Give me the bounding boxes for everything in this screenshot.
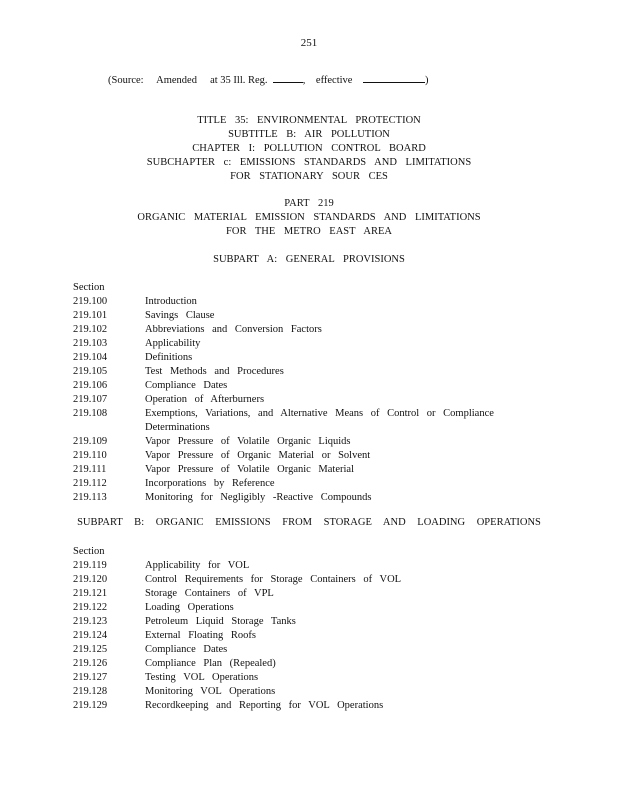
- subpart-a-heading: [0, 253, 618, 267]
- section-number: 219.101: [73, 310, 108, 321]
- page-number: 251: [300, 37, 318, 49]
- section-title: Vapor Pressure of Volatile Organic Liquids: [145, 436, 351, 447]
- section-entry: [73, 365, 543, 379]
- section-number: 219.122: [73, 602, 108, 613]
- source-comma: ,: [302, 75, 306, 86]
- part-name: ORGANIC MATERIAL EMISSION STANDARDS AND LIMITATIONS: [137, 212, 481, 223]
- section-label: [73, 281, 543, 295]
- section-number: 219.110: [73, 450, 107, 461]
- section-number: 219.125: [73, 644, 108, 655]
- subpart-b-section-list: [73, 545, 543, 713]
- section-title: External Floating Roofs: [145, 630, 256, 641]
- part-heading: [0, 197, 618, 239]
- section-label-text: Section: [73, 282, 105, 293]
- section-number: 219.123: [73, 616, 108, 627]
- section-title: Storage Containers of VPL: [145, 588, 274, 599]
- section-entry: [73, 573, 543, 587]
- title-heading: [0, 114, 618, 184]
- subchapter-line: SUBCHAPTER c: EMISSIONS STANDARDS AND LIMITATIONS: [146, 157, 472, 168]
- section-number: 219.119: [73, 560, 107, 571]
- section-entry: [73, 559, 543, 573]
- section-number: 219.129: [73, 700, 108, 711]
- section-entry: [73, 601, 543, 615]
- section-title: Incorporations by Reference: [145, 478, 275, 489]
- section-title: Compliance Dates: [145, 380, 228, 391]
- section-title: Exemptions, Variations, and Alternative Means of Control or Compliance: [145, 408, 494, 419]
- section-title: Vapor Pressure of Volatile Organic Material: [145, 464, 354, 475]
- section-entry: [73, 491, 543, 505]
- section-title: Introduction: [145, 296, 197, 307]
- section-title: Applicability for VOL: [145, 560, 250, 571]
- section-number: 219.108: [73, 408, 108, 419]
- section-entry: [73, 657, 543, 671]
- section-entry: [73, 379, 543, 393]
- part-number: PART 219: [284, 198, 334, 209]
- section-title: Definitions: [145, 352, 193, 363]
- section-entry: [73, 643, 543, 657]
- section-number: 219.100: [73, 296, 108, 307]
- section-title: Recordkeeping and Reporting for VOL Operations: [145, 700, 384, 711]
- section-title-continued: Determinations: [145, 422, 210, 433]
- section-number: 219.128: [73, 686, 108, 697]
- section-title: Vapor Pressure of Organic Material or Solvent: [145, 450, 371, 461]
- section-entry: [73, 337, 543, 351]
- section-entry: [73, 587, 543, 601]
- section-number: 219.109: [73, 436, 108, 447]
- section-entry: [73, 685, 543, 699]
- subpart-a-section-list: [73, 281, 543, 505]
- section-number: 219.112: [73, 478, 107, 489]
- title-line: TITLE 35: ENVIRONMENTAL PROTECTION: [197, 115, 421, 126]
- section-entry: [73, 615, 543, 629]
- source-amended: Amended: [156, 75, 197, 86]
- section-entry: [73, 477, 543, 491]
- section-entry: [73, 629, 543, 643]
- section-number: 219.103: [73, 338, 108, 349]
- section-number: 219.107: [73, 394, 108, 405]
- section-title: Petroleum Liquid Storage Tanks: [145, 616, 296, 627]
- effective-date-blank: [363, 72, 425, 83]
- register-blank: [273, 72, 303, 83]
- section-number: 219.104: [73, 352, 108, 363]
- section-entry: [73, 435, 543, 449]
- subchapter-continued-line: FOR STATIONARY SOUR CES: [230, 171, 388, 182]
- section-title: Monitoring VOL Operations: [145, 686, 276, 697]
- subpart-b-heading: SUBPART B: ORGANIC EMISSIONS FROM STORAGE AND LOADING OPERATIONS: [77, 517, 541, 528]
- section-title: Control Requirements for Storage Containers of VOL: [145, 574, 402, 585]
- section-number: 219.111: [73, 464, 107, 475]
- section-label-text: Section: [73, 546, 105, 557]
- source-close: ): [424, 75, 429, 86]
- section-entry: [73, 295, 543, 309]
- section-title: Applicability: [145, 338, 201, 349]
- section-number: 219.102: [73, 324, 108, 335]
- section-entry: [73, 671, 543, 685]
- section-number: 219.106: [73, 380, 108, 391]
- section-entry: [73, 699, 543, 713]
- subtitle-line: SUBTITLE B: AIR POLLUTION: [228, 129, 390, 140]
- section-title: Compliance Dates: [145, 644, 228, 655]
- section-title: Abbreviations and Conversion Factors: [145, 324, 322, 335]
- section-number: 219.127: [73, 672, 108, 683]
- section-title: Savings Clause: [145, 310, 215, 321]
- section-number: 219.113: [73, 492, 107, 503]
- section-number: 219.120: [73, 574, 108, 585]
- section-title: Monitoring for Negligibly -Reactive Compounds: [145, 492, 372, 503]
- section-number: 219.126: [73, 658, 108, 669]
- section-number: 219.105: [73, 366, 108, 377]
- section-entry: [73, 351, 543, 365]
- source-note: [108, 72, 428, 88]
- source-open: (Source:: [108, 75, 144, 86]
- section-number: 219.124: [73, 630, 108, 641]
- section-title: Test Methods and Procedures: [145, 366, 284, 377]
- chapter-line: CHAPTER I: POLLUTION CONTROL BOARD: [192, 143, 426, 154]
- source-effective: effective: [315, 75, 353, 86]
- section-label: [73, 545, 543, 559]
- subpart-a-title: SUBPART A: GENERAL PROVISIONS: [213, 254, 405, 265]
- section-entry: [73, 449, 543, 463]
- section-title: Testing VOL Operations: [145, 672, 259, 683]
- source-register: at 35 Ill. Reg.: [210, 75, 268, 86]
- part-area: FOR THE METRO EAST AREA: [226, 226, 392, 237]
- section-title: Operation of Afterburners: [145, 394, 265, 405]
- section-entry: [73, 463, 543, 477]
- section-entry: [73, 393, 543, 407]
- section-entry: [73, 407, 543, 421]
- section-title: Loading Operations: [145, 602, 234, 613]
- section-entry: [73, 323, 543, 337]
- section-number: 219.121: [73, 588, 108, 599]
- section-title: Compliance Plan (Repealed): [145, 658, 276, 669]
- section-entry: [73, 309, 543, 323]
